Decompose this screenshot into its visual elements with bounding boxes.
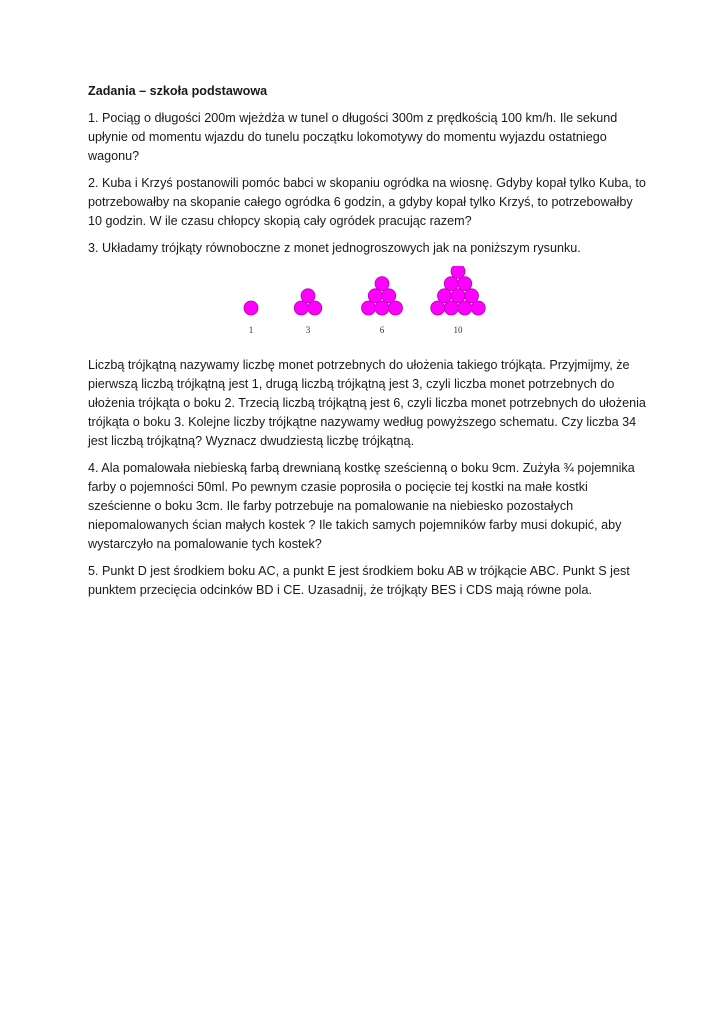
problem-3-continuation: Liczbą trójkątną nazywamy liczbę monet potrzebnych do ułożenia takiego trójkąta. Przyjmijmy, że pierwszą liczbą trójkątną jest 1, drugą liczbą trójkątną jest 3, czyli liczba monet potrzebnych do ułożenia trójkąta o boku 2. Trzecią liczbą trójkątną jest 6, czyli liczba monet potrzebnych do ułożenia trójkąta o boku 3. Kolejne liczby trójkątne nazywamy według powyższego schematu. Czy liczba 34 jest liczbą trójkątną? Wyznacz dwudziestą liczbę trójkątną. — [88, 358, 646, 448]
coin — [431, 301, 445, 315]
coin-triangle-side-3 — [362, 277, 403, 335]
coin — [389, 301, 403, 315]
coin — [451, 289, 465, 303]
triangle-count-label: 6 — [379, 325, 385, 335]
problem-3: 3. Układamy trójkąty równoboczne z monet jednogroszowych jak na poniższym rysunku. — [88, 241, 581, 255]
coin — [471, 301, 485, 315]
coin — [438, 289, 452, 303]
coin — [308, 301, 322, 315]
coin — [444, 301, 458, 315]
coin-triangle-side-4 — [431, 266, 486, 335]
coin — [362, 301, 376, 315]
coin — [458, 277, 472, 291]
coin-triangle-side-2 — [294, 289, 322, 335]
triangular-numbers-figure — [88, 266, 648, 346]
coin — [294, 301, 308, 315]
triangle-count-label: 10 — [453, 325, 463, 335]
problem-1: 1. Pociąg o długości 200m wjeżdża w tunel o długości 300m z prędkością 100 km/h. Ile sekund upłynie od momentu wjazdu do tunelu początku lokomotywy do momentu wyjazdu ostatniego wagonu? — [88, 111, 618, 163]
coin — [382, 289, 396, 303]
coin — [465, 289, 479, 303]
coin — [458, 301, 472, 315]
coin — [368, 289, 382, 303]
coin-triangle-side-1 — [244, 301, 258, 335]
coin — [444, 277, 458, 291]
document-title: Zadania – szkoła podstawowa — [88, 84, 268, 98]
triangle-count-label: 1 — [248, 325, 254, 335]
coin — [375, 301, 389, 315]
coin — [301, 289, 315, 303]
coin — [375, 277, 389, 291]
problem-2: 2. Kuba i Krzyś postanowili pomóc babci w skopaniu ogródka na wiosnę. Gdyby kopał tylko Kuba, to potrzebowałby na skopanie całego ogródka 6 godzin, a gdyby kopał tylko Krzyś, to potrzebowałby 10 godzin. W ile czasu chłopcy skopią cały ogródek pracując razem? — [88, 176, 646, 228]
document-page — [88, 82, 648, 608]
coin — [244, 301, 258, 315]
coin-triangles-drawing — [88, 266, 648, 346]
problem-5: 5. Punkt D jest środkiem boku AC, a punkt E jest środkiem boku AB w trójkącie ABC. Punkt S jest punktem przecięcia odcinków BD i CE. Uzasadnij, że trójkąty BES i CDS mają równe pola. — [88, 564, 630, 597]
triangle-count-label: 3 — [305, 325, 311, 335]
problem-4: 4. Ala pomalowała niebieską farbą drewnianą kostkę sześcienną o boku 9cm. Zużyła ¾ pojemnika farby o pojemności 50ml. Po pewnym czasie poprosiła o pocięcie tej kostki na małe kostki sześcienne o boku 3cm. Ile farby potrzebuje na pomalowanie na niebiesko pozostałych niepomalowanych ścian małych kostek ? Ile takich samych pojemników farby musi dokupić, aby wystarczyło na pomalowanie tych kostek? — [88, 461, 635, 551]
